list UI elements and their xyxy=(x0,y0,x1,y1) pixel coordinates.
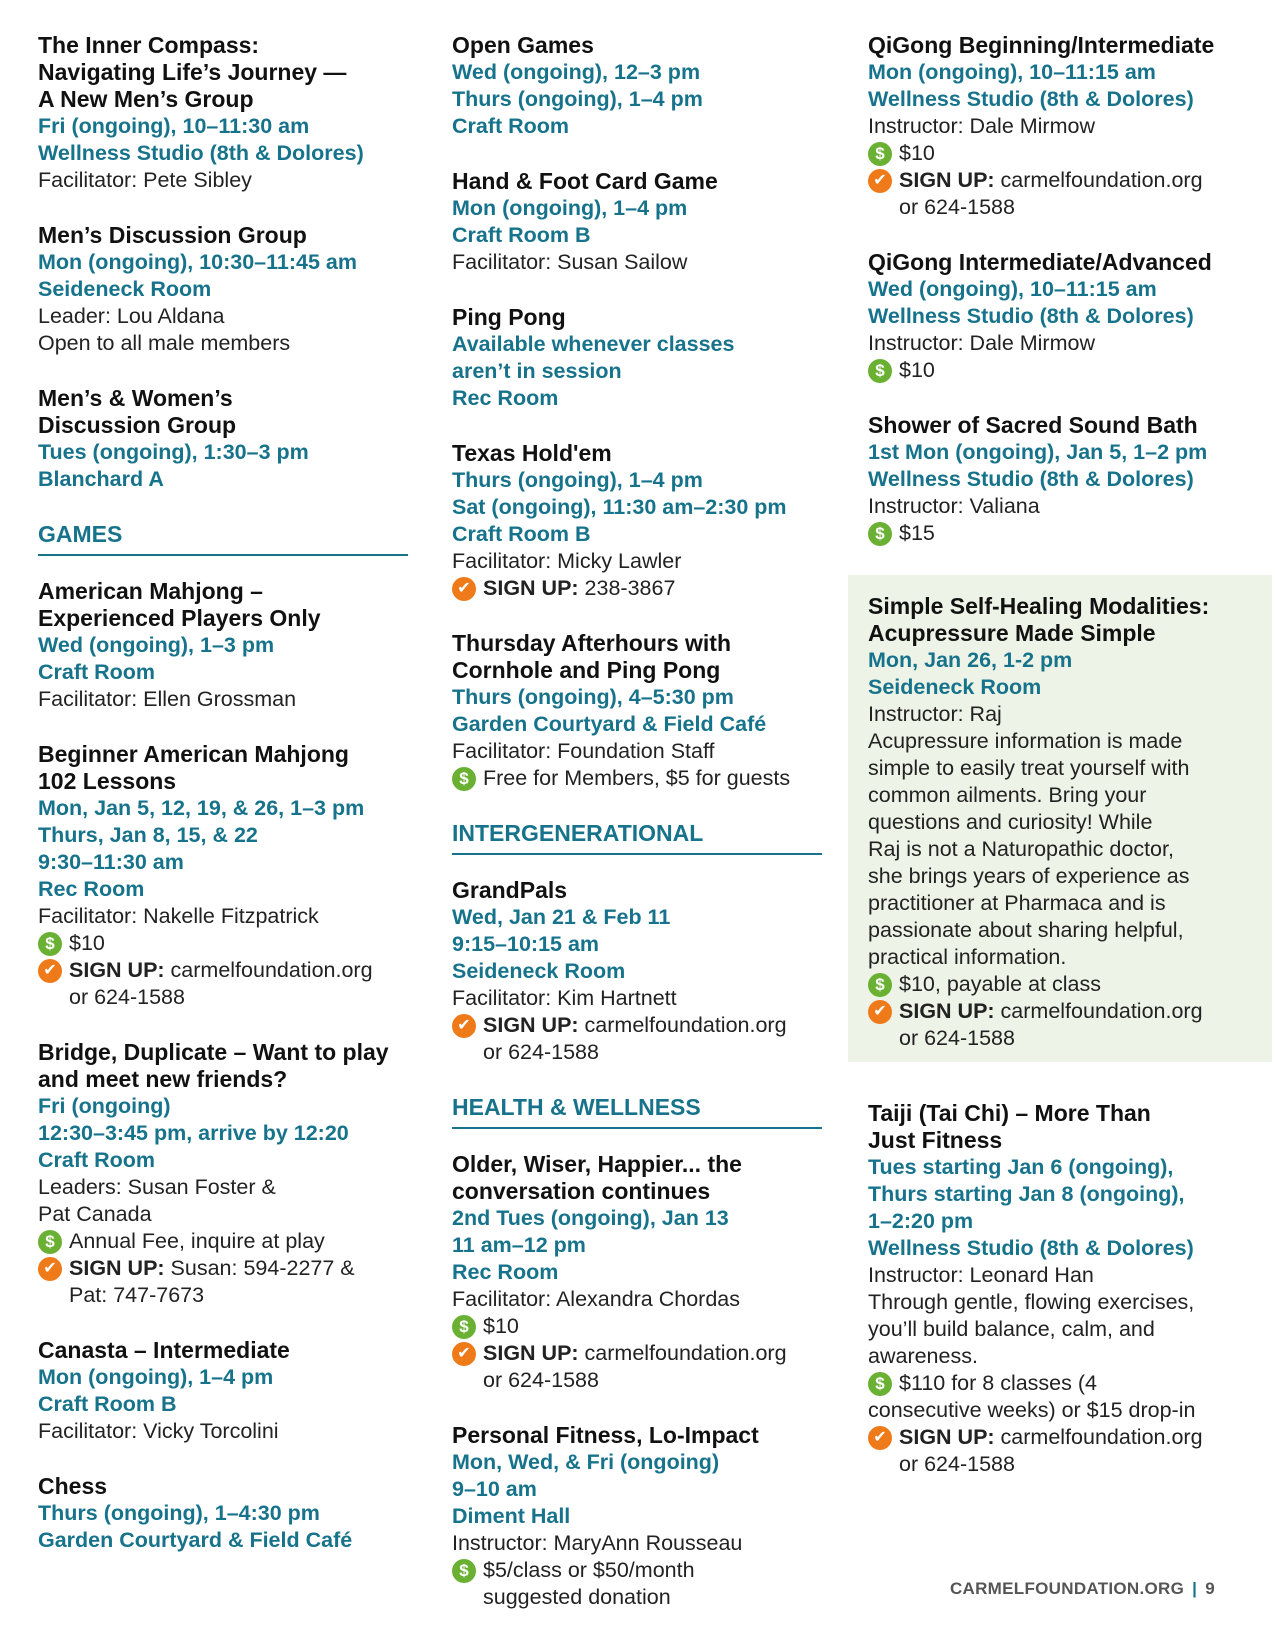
fee-line xyxy=(868,140,1248,167)
signup-line xyxy=(38,1255,408,1309)
signup-contact-phone: or 624-1588 xyxy=(483,1040,599,1064)
listing-schedule: 9:15–10:15 am xyxy=(452,932,600,956)
listing-grandpals xyxy=(452,877,822,1066)
title-line: Discussion Group xyxy=(38,412,237,438)
listing-location: Diment Hall xyxy=(452,1504,571,1528)
signup-line xyxy=(452,1340,822,1394)
listing-inner-compass xyxy=(38,32,408,194)
listing-title: Canasta – Intermediate xyxy=(38,1337,290,1363)
column-3 xyxy=(868,32,1248,1506)
listing-sound-bath xyxy=(868,412,1248,547)
section-heading-intergenerational: INTERGENERATIONAL xyxy=(452,820,822,855)
check-icon: ✔ xyxy=(868,1426,892,1450)
listing-schedule: Sat (ongoing), 11:30 am–2:30 pm xyxy=(452,495,787,519)
listing-schedule: Available whenever classes xyxy=(452,332,735,356)
listing-title: Ping Pong xyxy=(452,304,566,330)
signup-contact-phone: or 624-1588 xyxy=(483,1368,599,1392)
listing-schedule: Mon (ongoing), 10:30–11:45 am xyxy=(38,250,357,274)
listing-location: Wellness Studio (8th & Dolores) xyxy=(868,1236,1194,1260)
title-line: Experienced Players Only xyxy=(38,605,321,631)
title-line: Taiji (Tai Chi) – More Than xyxy=(868,1100,1151,1126)
section-heading-health-wellness: HEALTH & WELLNESS xyxy=(452,1094,822,1129)
listing-location: Craft Room B xyxy=(38,1392,177,1416)
check-icon: ✔ xyxy=(452,577,476,601)
title-line: American Mahjong – xyxy=(38,578,263,604)
title-line: Beginner American Mahjong xyxy=(38,741,349,767)
description-line: awareness. xyxy=(868,1344,978,1368)
listing-facilitator: Facilitator: Kim Hartnett xyxy=(452,986,677,1010)
listing-location: Rec Room xyxy=(38,877,145,901)
listing-title: Open Games xyxy=(452,32,594,58)
listing-canasta xyxy=(38,1337,408,1445)
fee-line xyxy=(452,765,822,792)
listing-schedule: 1st Mon (ongoing), Jan 5, 1–2 pm xyxy=(868,440,1208,464)
dollar-icon: $ xyxy=(868,1372,892,1396)
listing-title xyxy=(868,593,1248,647)
fee-line xyxy=(868,1370,1248,1424)
listing-instructor: Instructor: Leonard Han xyxy=(868,1263,1094,1287)
title-line: Thursday Afterhours with xyxy=(452,630,731,656)
signup-line xyxy=(452,575,822,602)
listing-leaders: Pat Canada xyxy=(38,1202,152,1226)
listing-title xyxy=(38,741,408,795)
listing-location: Seideneck Room xyxy=(452,959,626,983)
listing-chess xyxy=(38,1473,408,1554)
signup-label: SIGN UP: xyxy=(899,168,995,192)
listing-title: Men’s Discussion Group xyxy=(38,222,307,248)
title-line: The Inner Compass: xyxy=(38,32,260,58)
signup-contact: carmelfoundation.org xyxy=(164,958,373,982)
listing-schedule: Mon (ongoing), 1–4 pm xyxy=(452,196,688,220)
listing-note: Open to all male members xyxy=(38,331,291,355)
signup-line xyxy=(868,167,1248,221)
listing-location: Wellness Studio (8th & Dolores) xyxy=(868,467,1194,491)
signup-label: SIGN UP: xyxy=(483,1341,579,1365)
signup-contact: 238-3867 xyxy=(578,576,676,600)
listing-location: Seideneck Room xyxy=(38,277,212,301)
dollar-icon: $ xyxy=(868,522,892,546)
listing-texas-holdem xyxy=(452,440,822,602)
dollar-icon: $ xyxy=(38,932,62,956)
listing-schedule: 12:30–3:45 pm, arrive by 12:20 xyxy=(38,1121,349,1145)
listing-location: Craft Room B xyxy=(452,223,591,247)
description-line: practitioner at Pharmaca and is xyxy=(868,891,1166,915)
fee-line xyxy=(868,971,1248,998)
check-icon: ✔ xyxy=(452,1014,476,1038)
listing-facilitator: Facilitator: Pete Sibley xyxy=(38,168,252,192)
title-line: Older, Wiser, Happier... the xyxy=(452,1151,742,1177)
listing-title: Personal Fitness, Lo-Impact xyxy=(452,1422,759,1448)
listing-title xyxy=(452,1151,822,1205)
title-line: Simple Self-Healing Modalities: xyxy=(868,593,1210,619)
listing-title xyxy=(452,630,822,684)
listing-location: Garden Courtyard & Field Café xyxy=(38,1528,353,1552)
fee-line xyxy=(452,1557,822,1611)
description-line: passionate about sharing helpful, xyxy=(868,918,1184,942)
column-1 xyxy=(38,32,408,1582)
listing-instructor: Instructor: MaryAnn Rousseau xyxy=(452,1531,743,1555)
listing-schedule: Thurs (ongoing), 1–4 pm xyxy=(452,87,703,111)
dollar-icon: $ xyxy=(38,1230,62,1254)
listing-mens-womens-discussion xyxy=(38,385,408,493)
listing-location: Craft Room xyxy=(38,1148,156,1172)
signup-line xyxy=(868,1424,1248,1478)
fee-text: Annual Fee, inquire at play xyxy=(69,1229,325,1253)
listing-location: Craft Room xyxy=(452,114,570,138)
listing-title: Hand & Foot Card Game xyxy=(452,168,718,194)
dollar-icon: $ xyxy=(868,142,892,166)
listing-facilitator: Facilitator: Ellen Grossman xyxy=(38,687,297,711)
title-line: Cornhole and Ping Pong xyxy=(452,657,721,683)
listing-instructor: Instructor: Dale Mirmow xyxy=(868,331,1095,355)
title-line: Acupressure Made Simple xyxy=(868,620,1156,646)
listing-schedule: Mon (ongoing), 1–4 pm xyxy=(38,1365,274,1389)
check-icon: ✔ xyxy=(38,1257,62,1281)
signup-contact: carmelfoundation.org xyxy=(578,1341,787,1365)
listing-ping-pong xyxy=(452,304,822,412)
signup-line xyxy=(38,957,408,1011)
listing-leader: Leader: Lou Aldana xyxy=(38,304,225,328)
fee-text: $15 xyxy=(899,521,935,545)
signup-contact-phone: or 624-1588 xyxy=(899,1026,1015,1050)
title-line: Navigating Life’s Journey — xyxy=(38,59,347,85)
listing-facilitator: Facilitator: Susan Sailow xyxy=(452,250,688,274)
title-line: Bridge, Duplicate – Want to play xyxy=(38,1039,389,1065)
signup-contact: carmelfoundation.org xyxy=(994,1425,1203,1449)
listing-schedule: Fri (ongoing) xyxy=(38,1094,171,1118)
listing-schedule: Thurs (ongoing), 4–5:30 pm xyxy=(452,685,734,709)
title-line: A New Men’s Group xyxy=(38,86,254,112)
fee-text: $5/class or $50/month xyxy=(483,1558,695,1582)
title-line: 102 Lessons xyxy=(38,768,177,794)
listing-location: Rec Room xyxy=(452,386,559,410)
listing-location: Wellness Studio (8th & Dolores) xyxy=(868,304,1194,328)
description-line: Acupressure information is made xyxy=(868,729,1183,753)
listing-schedule: 9:30–11:30 am xyxy=(38,850,184,874)
listing-title: QiGong Beginning/Intermediate xyxy=(868,32,1215,58)
fee-line xyxy=(868,357,1248,384)
check-icon: ✔ xyxy=(868,1000,892,1024)
listing-location: Garden Courtyard & Field Café xyxy=(452,712,767,736)
listing-facilitator: Facilitator: Micky Lawler xyxy=(452,549,682,573)
listing-personal-fitness xyxy=(452,1422,822,1611)
listing-facilitator: Facilitator: Alexandra Chordas xyxy=(452,1287,741,1311)
description-line: Through gentle, flowing exercises, xyxy=(868,1290,1195,1314)
listing-facilitator: Facilitator: Foundation Staff xyxy=(452,739,715,763)
listing-instructor: Instructor: Raj xyxy=(868,702,1002,726)
listing-beginner-mahjong xyxy=(38,741,408,1011)
signup-contact-phone: or 624-1588 xyxy=(69,985,185,1009)
listing-schedule: Wed (ongoing), 12–3 pm xyxy=(452,60,701,84)
listing-schedule: Thurs, Jan 8, 15, & 22 xyxy=(38,823,258,847)
description-line: she brings years of experience as xyxy=(868,864,1190,888)
listing-american-mahjong xyxy=(38,578,408,713)
listing-schedule: Mon, Jan 26, 1-2 pm xyxy=(868,648,1073,672)
title-line: and meet new friends? xyxy=(38,1066,288,1092)
listing-open-games xyxy=(452,32,822,140)
fee-text: $110 for 8 classes (4 xyxy=(899,1371,1097,1395)
listing-schedule: Tues (ongoing), 1:30–3 pm xyxy=(38,440,309,464)
signup-contact-phone: Pat: 747-7673 xyxy=(69,1283,205,1307)
fee-text: $10, payable at class xyxy=(899,972,1101,996)
listing-schedule: Tues starting Jan 6 (ongoing), xyxy=(868,1155,1174,1179)
fee-text: $10 xyxy=(69,931,105,955)
signup-contact: carmelfoundation.org xyxy=(994,168,1203,192)
listing-facilitator: Facilitator: Nakelle Fitzpatrick xyxy=(38,904,319,928)
signup-label: SIGN UP: xyxy=(483,1013,579,1037)
listing-location: Seideneck Room xyxy=(868,675,1042,699)
signup-line xyxy=(452,1012,822,1066)
listing-schedule: aren’t in session xyxy=(452,359,622,383)
description-line: practical information. xyxy=(868,945,1067,969)
page-number: 9 xyxy=(1205,1579,1215,1598)
fee-line xyxy=(868,520,1248,547)
listing-title: Chess xyxy=(38,1473,108,1499)
dollar-icon: $ xyxy=(452,767,476,791)
listing-mens-discussion xyxy=(38,222,408,357)
listing-schedule: 2nd Tues (ongoing), Jan 13 xyxy=(452,1206,729,1230)
signup-contact-phone: or 624-1588 xyxy=(899,195,1015,219)
title-line: Men’s & Women’s xyxy=(38,385,233,411)
signup-contact: carmelfoundation.org xyxy=(994,999,1203,1023)
listing-location: Blanchard A xyxy=(38,467,164,491)
listing-schedule: Wed, Jan 21 & Feb 11 xyxy=(452,905,671,929)
listing-taiji xyxy=(868,1100,1248,1478)
check-icon: ✔ xyxy=(868,169,892,193)
listing-schedule: Mon, Wed, & Fri (ongoing) xyxy=(452,1450,720,1474)
featured-listing-acupressure xyxy=(848,575,1272,1062)
listing-title xyxy=(868,1100,1248,1154)
listing-schedule: Wed (ongoing), 1–3 pm xyxy=(38,633,275,657)
page-footer xyxy=(950,1579,1215,1599)
fee-line xyxy=(38,1228,408,1255)
listing-leaders: Leaders: Susan Foster & xyxy=(38,1175,276,1199)
listing-facilitator: Facilitator: Vicky Torcolini xyxy=(38,1419,279,1443)
section-heading-games: GAMES xyxy=(38,521,408,556)
signup-label: SIGN UP: xyxy=(69,1256,165,1280)
listing-title xyxy=(38,1039,408,1093)
title-line: conversation continues xyxy=(452,1178,711,1204)
listing-qigong-intermediate xyxy=(868,249,1248,384)
listing-title xyxy=(38,385,408,439)
listing-older-wiser xyxy=(452,1151,822,1394)
fee-text: $10 xyxy=(899,358,935,382)
listing-description xyxy=(868,728,1248,971)
dollar-icon: $ xyxy=(452,1315,476,1339)
fee-text: $10 xyxy=(483,1314,519,1338)
listing-instructor: Instructor: Dale Mirmow xyxy=(868,114,1095,138)
listing-location: Craft Room xyxy=(38,660,156,684)
signup-label: SIGN UP: xyxy=(69,958,165,982)
signup-contact: Susan: 594-2277 & xyxy=(164,1256,355,1280)
description-line: you’ll build balance, calm, and xyxy=(868,1317,1155,1341)
listing-title: QiGong Intermediate/Advanced xyxy=(868,249,1212,275)
signup-line xyxy=(868,998,1248,1052)
listing-schedule: Thurs starting Jan 8 (ongoing), xyxy=(868,1182,1185,1206)
listing-title: GrandPals xyxy=(452,877,568,903)
dollar-icon: $ xyxy=(868,359,892,383)
description-line: simple to easily treat yourself with xyxy=(868,756,1190,780)
fee-text: $10 xyxy=(899,141,935,165)
listing-schedule: 11 am–12 pm xyxy=(452,1233,586,1257)
footer-separator: | xyxy=(1192,1579,1198,1598)
listing-schedule: Thurs (ongoing), 1–4 pm xyxy=(452,468,703,492)
listing-location: Rec Room xyxy=(452,1260,559,1284)
listing-title: Shower of Sacred Sound Bath xyxy=(868,412,1198,438)
listing-thursday-afterhours xyxy=(452,630,822,792)
listing-schedule: Mon, Jan 5, 12, 19, & 26, 1–3 pm xyxy=(38,796,365,820)
listing-qigong-beginning xyxy=(868,32,1248,221)
listing-location: Wellness Studio (8th & Dolores) xyxy=(868,87,1194,111)
listing-schedule: Thurs (ongoing), 1–4:30 pm xyxy=(38,1501,320,1525)
description-line: questions and curiosity! While xyxy=(868,810,1153,834)
dollar-icon: $ xyxy=(452,1559,476,1583)
signup-contact: carmelfoundation.org xyxy=(578,1013,787,1037)
fee-line xyxy=(452,1313,822,1340)
listing-schedule: Mon (ongoing), 10–11:15 am xyxy=(868,60,1156,84)
signup-label: SIGN UP: xyxy=(483,576,579,600)
description-line: common ailments. Bring your xyxy=(868,783,1147,807)
fee-line xyxy=(38,930,408,957)
listing-location: Wellness Studio (8th & Dolores) xyxy=(38,141,364,165)
signup-contact-phone: or 624-1588 xyxy=(899,1452,1015,1476)
check-icon: ✔ xyxy=(452,1342,476,1366)
fee-text-continued: suggested donation xyxy=(483,1585,671,1609)
footer-site: CARMELFOUNDATION.ORG xyxy=(949,1579,1185,1598)
listing-description xyxy=(868,1289,1248,1370)
listing-schedule: Fri (ongoing), 10–11:30 am xyxy=(38,114,310,138)
listing-title xyxy=(38,32,408,113)
listing-title: Texas Hold'em xyxy=(452,440,612,466)
description-line: Raj is not a Naturopathic doctor, xyxy=(868,837,1174,861)
dollar-icon: $ xyxy=(868,973,892,997)
column-2 xyxy=(452,32,822,1639)
listing-schedule: 1–2:20 pm xyxy=(868,1209,974,1233)
listing-title xyxy=(38,578,408,632)
title-line: Just Fitness xyxy=(868,1127,1003,1153)
listing-schedule: 9–10 am xyxy=(452,1477,537,1501)
signup-label: SIGN UP: xyxy=(899,999,995,1023)
fee-text-continued: consecutive weeks) or $15 drop-in xyxy=(868,1398,1196,1422)
listing-instructor: Instructor: Valiana xyxy=(868,494,1040,518)
fee-text: Free for Members, $5 for guests xyxy=(483,766,791,790)
listing-hand-foot xyxy=(452,168,822,276)
listing-bridge-duplicate xyxy=(38,1039,408,1309)
signup-label: SIGN UP: xyxy=(899,1425,995,1449)
listing-location: Craft Room B xyxy=(452,522,591,546)
listing-schedule: Wed (ongoing), 10–11:15 am xyxy=(868,277,1157,301)
check-icon: ✔ xyxy=(38,959,62,983)
